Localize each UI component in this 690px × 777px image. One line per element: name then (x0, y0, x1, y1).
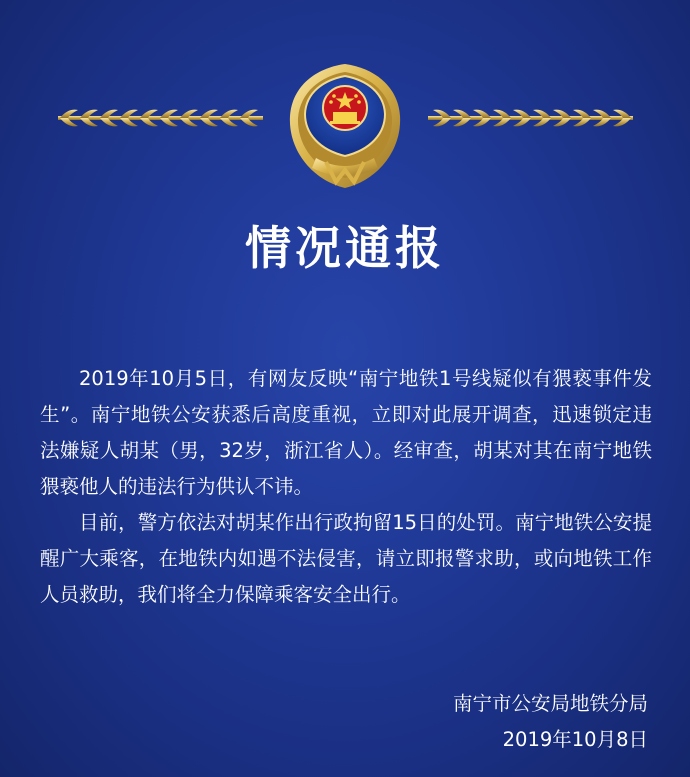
notice-paragraph-1: 2019年10月5日，有网友反映“南宁地铁1号线疑似有猥亵事件发生”。南宁地铁公安获悉后高度重视，立即对此展开调查，迅速锁定违法嫌疑人胡某（男，32岁，浙江省人）。经审查，胡某对其在南宁地铁猥亵他人的违法行为供认不讳。 (40, 367, 652, 498)
emblem-row (0, 62, 690, 192)
police-badge-emblem-icon (286, 62, 404, 190)
notice-body (40, 361, 652, 613)
issuer-name: 南宁市公安局地铁分局 (452, 692, 648, 715)
notice-signature (453, 686, 648, 758)
notice-paragraph-2: 目前，警方依法对胡某作出行政拘留15日的处罚。南宁地铁公安提醒广大乘客，在地铁内如遇不法侵害，请立即报警求助，或向地铁工作人员救助，我们将全力保障乘客安全出行。 (40, 511, 652, 606)
issue-date: 2019年10月8日 (502, 728, 648, 751)
right-wing-icon (428, 107, 633, 129)
left-wing-icon (58, 107, 263, 129)
notice-title: 情况通报 (245, 221, 445, 275)
